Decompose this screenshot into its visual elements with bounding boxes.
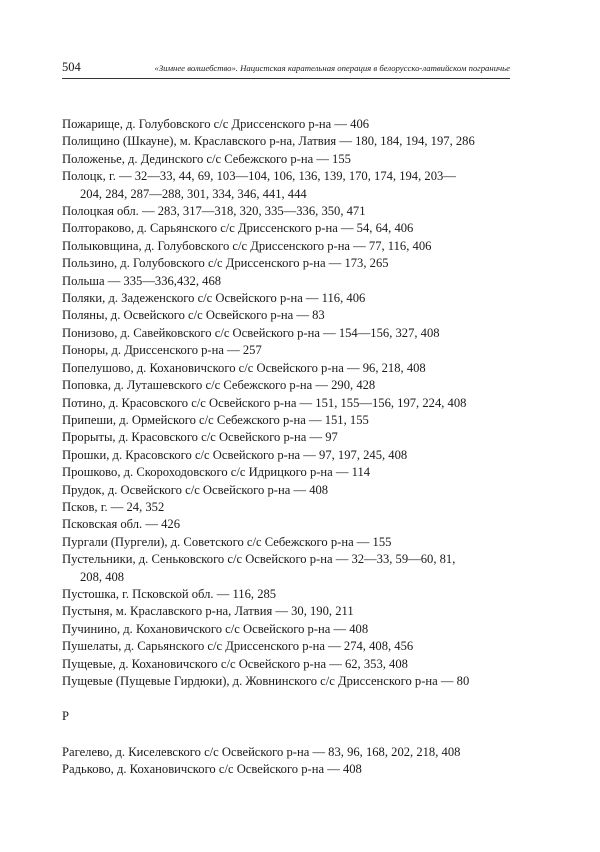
index-entry-text: Потино, д. Красовского с/с Освейского р-на — 151, 155—156, 197, 224, 408	[62, 395, 467, 410]
section-letter: Р	[62, 709, 70, 724]
index-entries	[62, 116, 510, 779]
index-entry-text: Пожарище, д. Голубовского с/с Дриссенского р-на — 406	[62, 117, 370, 131]
index-entry-text: Польша — 335—336,432, 468	[62, 273, 222, 288]
index-entry	[62, 377, 510, 394]
index-entry-text: Полоцк, г. — 32—33, 44, 69, 103—104, 106, 136, 139, 170, 174, 194, 203—	[62, 169, 456, 184]
index-entry	[62, 238, 510, 255]
page-number: 504	[62, 60, 81, 74]
index-entry	[62, 151, 510, 168]
index-entry-text: Поповка, д. Луташевского с/с Себежского р-на — 290, 428	[62, 378, 376, 393]
index-entry	[62, 447, 510, 464]
index-entry	[62, 499, 510, 516]
index-entry-text: Припеши, д. Ормейского с/с Себежского р-на — 151, 155	[62, 412, 369, 427]
index-entry	[62, 255, 510, 272]
index-block-p	[62, 116, 510, 690]
index-entry	[62, 412, 510, 429]
index-entry-text: Пустельники, д. Сеньковского с/с Освейского р-на — 32—33, 59—60, 81,	[62, 552, 456, 567]
index-entry-text: Поноры, д. Дриссенского р-на — 257	[62, 343, 262, 358]
index-entry	[62, 673, 510, 690]
index-entry-text: Псков, г. — 24, 352	[62, 499, 165, 514]
running-title: «Зимнее волшебство». Нацистская карательная операция в белорусско-латвийском пограничье	[154, 63, 510, 73]
index-entry-text: Пургали (Пургели), д. Советского с/с Себежского р-на — 155	[62, 534, 392, 549]
index-entry	[62, 429, 510, 446]
index-entry-continuation: 208, 408	[80, 569, 125, 584]
index-entry	[62, 621, 510, 638]
index-entry-text: Прошково, д. Скороходовского с/с Идрицкого р-на — 114	[62, 465, 371, 480]
index-entry-text: Пущевые, д. Кохановичского с/с Освейского р-на — 62, 353, 408	[62, 656, 408, 671]
index-entry	[62, 273, 510, 290]
index-entry-text: Прорыты, д. Красовского с/с Освейского р-на — 97	[62, 430, 338, 445]
index-entry	[62, 586, 510, 603]
index-entry	[62, 325, 510, 342]
index-entry-text: Пустошка, г. Псковской обл. — 116, 285	[62, 586, 277, 601]
index-entry-text: Полтораково, д. Сарьянского с/с Дриссенского р-на — 54, 64, 406	[62, 221, 414, 236]
index-entry	[62, 516, 510, 533]
index-entry	[62, 744, 510, 761]
page-header	[62, 58, 510, 79]
index-entry-text: Рагелево, д. Киселевского с/с Освейского р-на — 83, 96, 168, 202, 218, 408	[62, 744, 461, 759]
index-entry	[62, 551, 510, 586]
index-entry-text: Радьково, д. Кохановичского с/с Освейского р-на — 408	[62, 762, 362, 777]
index-entry-text: Пущевые (Пущевые Гирдюки), д. Жовнинского с/с Дриссенского р-на — 80	[62, 674, 470, 688]
index-entry	[62, 534, 510, 551]
index-entry	[62, 290, 510, 307]
index-entry-text: Полищино (Шкауне), м. Краславского р-на, Латвия — 180, 184, 194, 197, 286	[62, 134, 475, 149]
index-entry	[62, 395, 510, 412]
index-entry-continuation: 204, 284, 287—288, 301, 334, 346, 441, 444	[80, 186, 307, 201]
index-entry-text: Поляны, д. Освейского с/с Освейского р-на — 83	[62, 308, 325, 323]
index-entry	[62, 116, 510, 133]
index-entry-text: Полыковщина, д. Голубовского с/с Дриссенского р-на — 77, 116, 406	[62, 238, 432, 253]
index-entry	[62, 307, 510, 324]
index-entry-text: Прудок, д. Освейского с/с Освейского р-на — 408	[62, 482, 329, 497]
index-entry	[62, 761, 510, 778]
index-entry-text: Псковская обл. — 426	[62, 517, 180, 532]
index-entry-text: Пользино, д. Голубовского с/с Дриссенского р-на — 173, 265	[62, 256, 389, 271]
index-block-r	[62, 744, 510, 779]
index-entry-text: Поляки, д. Задеженского с/с Освейского р-на — 116, 406	[62, 291, 366, 306]
index-entry-text: Прошки, д. Красовского с/с Освейского р-на — 97, 197, 245, 408	[62, 447, 408, 462]
index-entry	[62, 603, 510, 620]
index-entry	[62, 220, 510, 237]
index-entry	[62, 342, 510, 359]
index-entry-text: Полоцкая обл. — 283, 317—318, 320, 335—336, 350, 471	[62, 204, 366, 219]
index-entry	[62, 638, 510, 655]
index-entry	[62, 656, 510, 673]
index-entry	[62, 133, 510, 150]
index-entry-text: Пустыня, м. Краславского р-на, Латвия — 30, 190, 211	[62, 604, 354, 619]
index-entry	[62, 482, 510, 499]
index-entry-text: Положенье, д. Дединского с/с Себежского р-на — 155	[62, 151, 351, 166]
index-entry	[62, 203, 510, 220]
index-entry-text: Пучинино, д. Кохановичского с/с Освейского р-на — 408	[62, 621, 369, 636]
index-entry-text: Пушелаты, д. Сарьянского с/с Дриссенского р-на — 274, 408, 456	[62, 639, 414, 654]
index-entry-text: Понизово, д. Савейковского с/с Освейского р-на — 154—156, 327, 408	[62, 325, 440, 340]
index-entry	[62, 168, 510, 203]
index-entry-text: Попелушово, д. Кохановичского с/с Освейского р-на — 96, 218, 408	[62, 360, 426, 375]
index-entry	[62, 360, 510, 377]
index-entry	[62, 464, 510, 481]
